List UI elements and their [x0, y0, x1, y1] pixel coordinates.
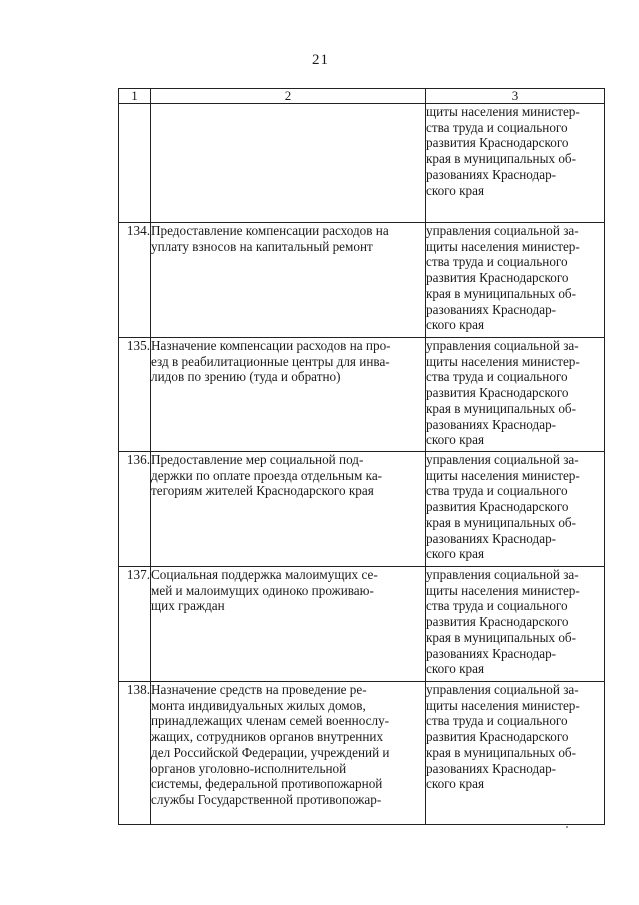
table-row — [119, 682, 605, 825]
column-header-2: 2 — [151, 89, 426, 104]
service-name-line: органов уголовно-исполнительной — [151, 760, 347, 776]
responsible-body-line: щиты населения министер- — [426, 104, 580, 119]
column-header-3: 3 — [426, 89, 605, 104]
row-number-cell: 136. — [119, 452, 151, 567]
responsible-body-line: края в муниципальных об- — [426, 629, 577, 645]
row-number-cell: 137. — [119, 567, 151, 682]
responsible-body-line: управления социальной за- — [426, 567, 579, 582]
scan-speck — [566, 826, 568, 828]
service-name-line: держки по оплате проезда отдельным ка- — [151, 467, 383, 483]
service-name-line: жащих, сотрудников органов внутренних — [151, 729, 384, 745]
responsible-body-line: ского края — [426, 776, 485, 792]
responsible-body-line: края в муниципальных об- — [426, 514, 577, 530]
table-header-row — [119, 89, 605, 104]
row-number-cell: 134. — [119, 223, 151, 338]
row-number-cell: 138. — [119, 682, 151, 825]
service-name-line: Предоставление мер социальной под- — [151, 452, 364, 467]
responsible-body-line: ства труда и социального — [426, 254, 568, 270]
service-name-line: тегориям жителей Краснодарского края — [151, 483, 374, 499]
responsible-body-cell — [426, 452, 605, 567]
responsible-body-line: управления социальной за- — [426, 338, 579, 353]
responsible-body-line: щиты населения министер- — [426, 467, 580, 483]
services-table — [118, 88, 605, 825]
responsible-body-line: развития Краснодарского — [426, 499, 569, 515]
service-name-line: лидов по зрению (туда и обратно) — [151, 369, 341, 385]
service-name-cell — [151, 452, 426, 567]
responsible-body-line: ского края — [426, 182, 485, 198]
responsible-body-line: щиты населения министер- — [426, 697, 580, 713]
responsible-body-line: края в муниципальных об- — [426, 285, 577, 301]
responsible-body-cell — [426, 567, 605, 682]
row-number-cell: 135. — [119, 338, 151, 452]
responsible-body-cell — [426, 223, 605, 338]
responsible-body-line: ства труда и социального — [426, 598, 568, 614]
responsible-body-line: разованиях Краснодар- — [426, 416, 557, 432]
table-row — [119, 104, 605, 223]
responsible-body-line: ского края — [426, 661, 485, 677]
responsible-body-line: развития Краснодарского — [426, 385, 569, 401]
responsible-body-line: разованиях Краснодар- — [426, 760, 557, 776]
service-name-line: уплату взносов на капитальный ремонт — [151, 238, 373, 254]
responsible-body-line: ства труда и социального — [426, 713, 568, 729]
responsible-body-line: разованиях Краснодар- — [426, 645, 557, 661]
service-name-line: Предоставление компенсации расходов на — [151, 223, 389, 238]
responsible-body-cell — [426, 104, 605, 223]
responsible-body-line: ства труда и социального — [426, 369, 568, 385]
responsible-body-line: разованиях Краснодар- — [426, 530, 557, 546]
service-name-cell — [151, 682, 426, 825]
table-row — [119, 452, 605, 567]
responsible-body-cell — [426, 682, 605, 825]
table-row — [119, 338, 605, 452]
responsible-body-line: развития Краснодарского — [426, 135, 569, 151]
responsible-body-line: управления социальной за- — [426, 223, 579, 238]
row-number-cell — [119, 104, 151, 223]
service-name-line: щих граждан — [151, 598, 225, 614]
responsible-body-line: края в муниципальных об- — [426, 151, 577, 167]
responsible-body-line: щиты населения министер- — [426, 238, 580, 254]
table-row — [119, 223, 605, 338]
responsible-body-line: управления социальной за- — [426, 682, 579, 697]
service-name-line: мей и малоимущих одиноко проживаю- — [151, 582, 374, 598]
responsible-body-line: разованиях Краснодар- — [426, 301, 557, 317]
responsible-body-line: развития Краснодарского — [426, 270, 569, 286]
service-name-cell — [151, 223, 426, 338]
service-name-line: принадлежащих членам семей военнослу- — [151, 713, 390, 729]
responsible-body-line: развития Краснодарского — [426, 729, 569, 745]
responsible-body-line: ского края — [426, 546, 485, 562]
service-name-cell — [151, 104, 426, 223]
responsible-body-line: ства труда и социального — [426, 119, 568, 135]
service-name-line: Назначение компенсации расходов на про- — [151, 338, 391, 353]
responsible-body-line: развития Краснодарского — [426, 614, 569, 630]
service-name-line: монта индивидуальных жилых домов, — [151, 697, 366, 713]
service-name-line: езд в реабилитационные центры для инва- — [151, 353, 390, 369]
service-name-line: системы, федеральной противопожарной — [151, 776, 383, 792]
table-row — [119, 567, 605, 682]
service-name-line: службы Государственной противопожар- — [151, 791, 382, 807]
responsible-body-line: ского края — [426, 317, 485, 333]
responsible-body-line: щиты населения министер- — [426, 353, 580, 369]
responsible-body-line: края в муниципальных об- — [426, 400, 577, 416]
responsible-body-line: разованиях Краснодар- — [426, 166, 557, 182]
responsible-body-cell — [426, 338, 605, 452]
responsible-body-line: управления социальной за- — [426, 452, 579, 467]
page-number: 21 — [312, 52, 329, 68]
responsible-body-line: ства труда и социального — [426, 483, 568, 499]
service-name-cell — [151, 338, 426, 452]
responsible-body-line: края в муниципальных об- — [426, 744, 577, 760]
responsible-body-line: щиты населения министер- — [426, 582, 580, 598]
responsible-body-line: ского края — [426, 432, 485, 448]
service-name-line: дел Российской Федерации, учреждений и — [151, 744, 390, 760]
service-name-cell — [151, 567, 426, 682]
table-body — [119, 104, 605, 825]
service-name-line: Назначение средств на проведение ре- — [151, 682, 367, 697]
service-name-line: Социальная поддержка малоимущих се- — [151, 567, 378, 582]
column-header-1: 1 — [119, 89, 151, 104]
